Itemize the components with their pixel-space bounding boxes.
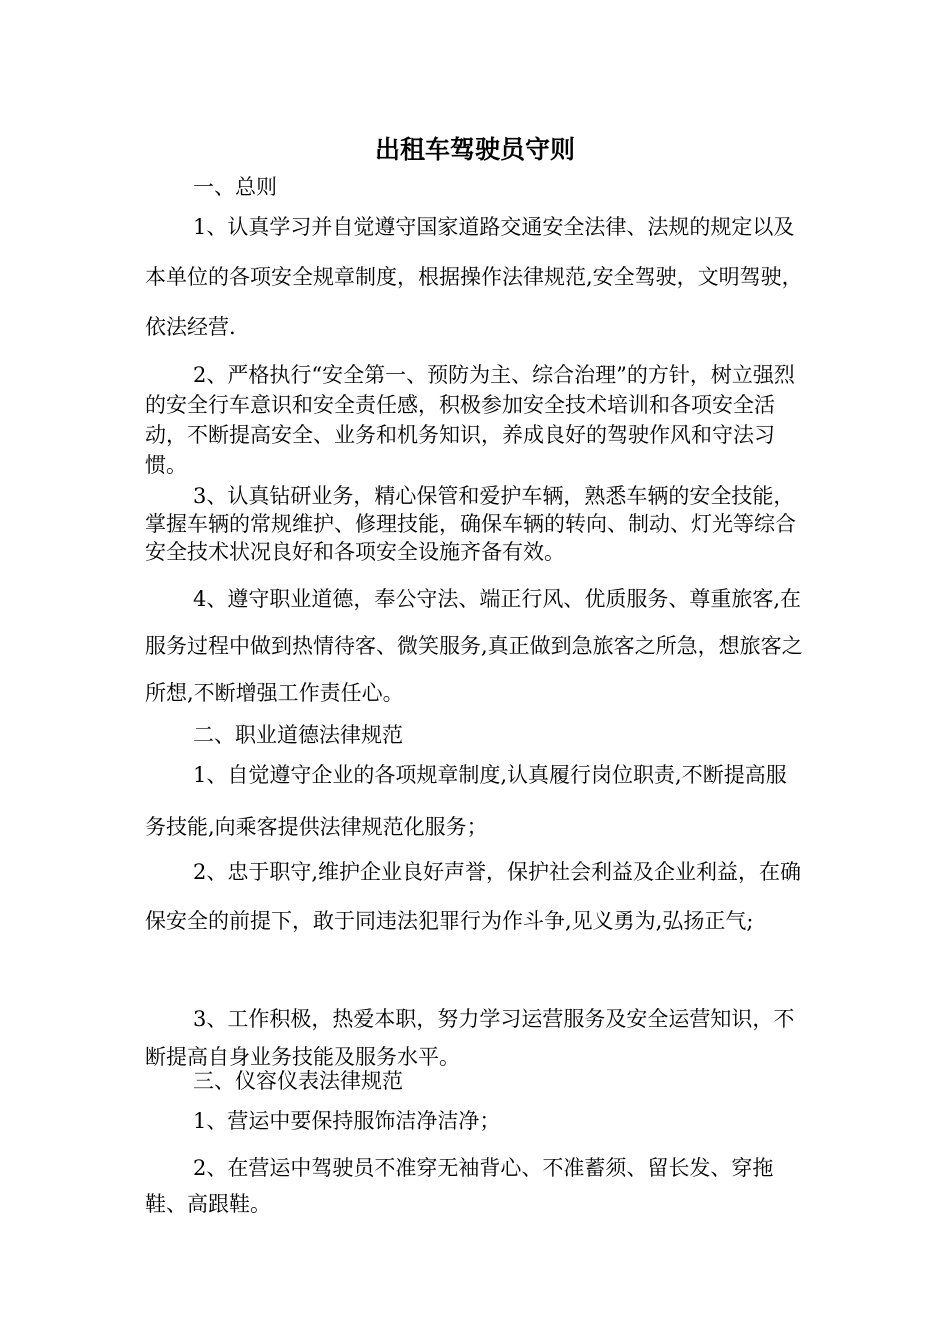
document-title: 出租车驾驶员守则 [374,135,575,164]
paragraph-general-4: 4、遵守职业道德，奉公守法、端正行风、优质服务、尊重旅客,在服务过程中做到热情待客、微笑服务,真正做到急旅客之所急，想旅客之所想,不断增强工作责任心。 [145,587,803,705]
paragraph-appearance-1: 1、营运中要保持服饰洁净洁净； [193,1109,501,1133]
paragraph-ethics-1: 1、自觉遵守企业的各项规章制度,认真履行岗位职责,不断提高服务技能,向乘客提供法律规范化服务； [145,763,787,839]
section-heading-ethics: 二、职业道德法律规范 [193,723,403,747]
section-heading-appearance: 三、仪容仪表法律规范 [193,1069,403,1093]
paragraph-general-3: 3、认真钻研业务，精心保管和爱护车辆，熟悉车辆的安全技能，掌握车辆的常规维护、修理技能，确保车辆的转向、制动、灯光等综合安全技术状况良好和各项安全设施齐备有效。 [145,484,796,564]
section-heading-general: 一、总则 [193,175,277,199]
paragraph-general-2: 2、严格执行“安全第一、预防为主、综合治理”的方针，树立强烈的安全行车意识和安全责任感，积极参加安全技术培训和各项安全活动，不断提高安全、业务和机务知识，养成良好的驾驶作风和守法习惯。 [145,363,795,477]
paragraph-ethics-2: 2、忠于职守,维护企业良好声誉，保护社会利益及企业利益，在确保安全的前提下，敢于同违法犯罪行为作斗争,见义勇为,弘扬正气; [145,860,802,933]
paragraph-general-1: 1、认真学习并自觉遵守国家道路交通安全法律、法规的规定以及本单位的各项安全规章制度，根据操作法律规范,安全驾驶，文明驾驶，依法经营. [145,215,803,339]
paragraph-appearance-2: 2、在营运中驾驶员不准穿无袖背心、不准蓄须、留长发、穿拖鞋、高跟鞋。 [145,1156,774,1216]
paragraph-ethics-3: 3、工作积极，热爱本职，努力学习运营服务及安全运营知识，不断提高自身业务技能及服务水平。 [145,1007,795,1069]
